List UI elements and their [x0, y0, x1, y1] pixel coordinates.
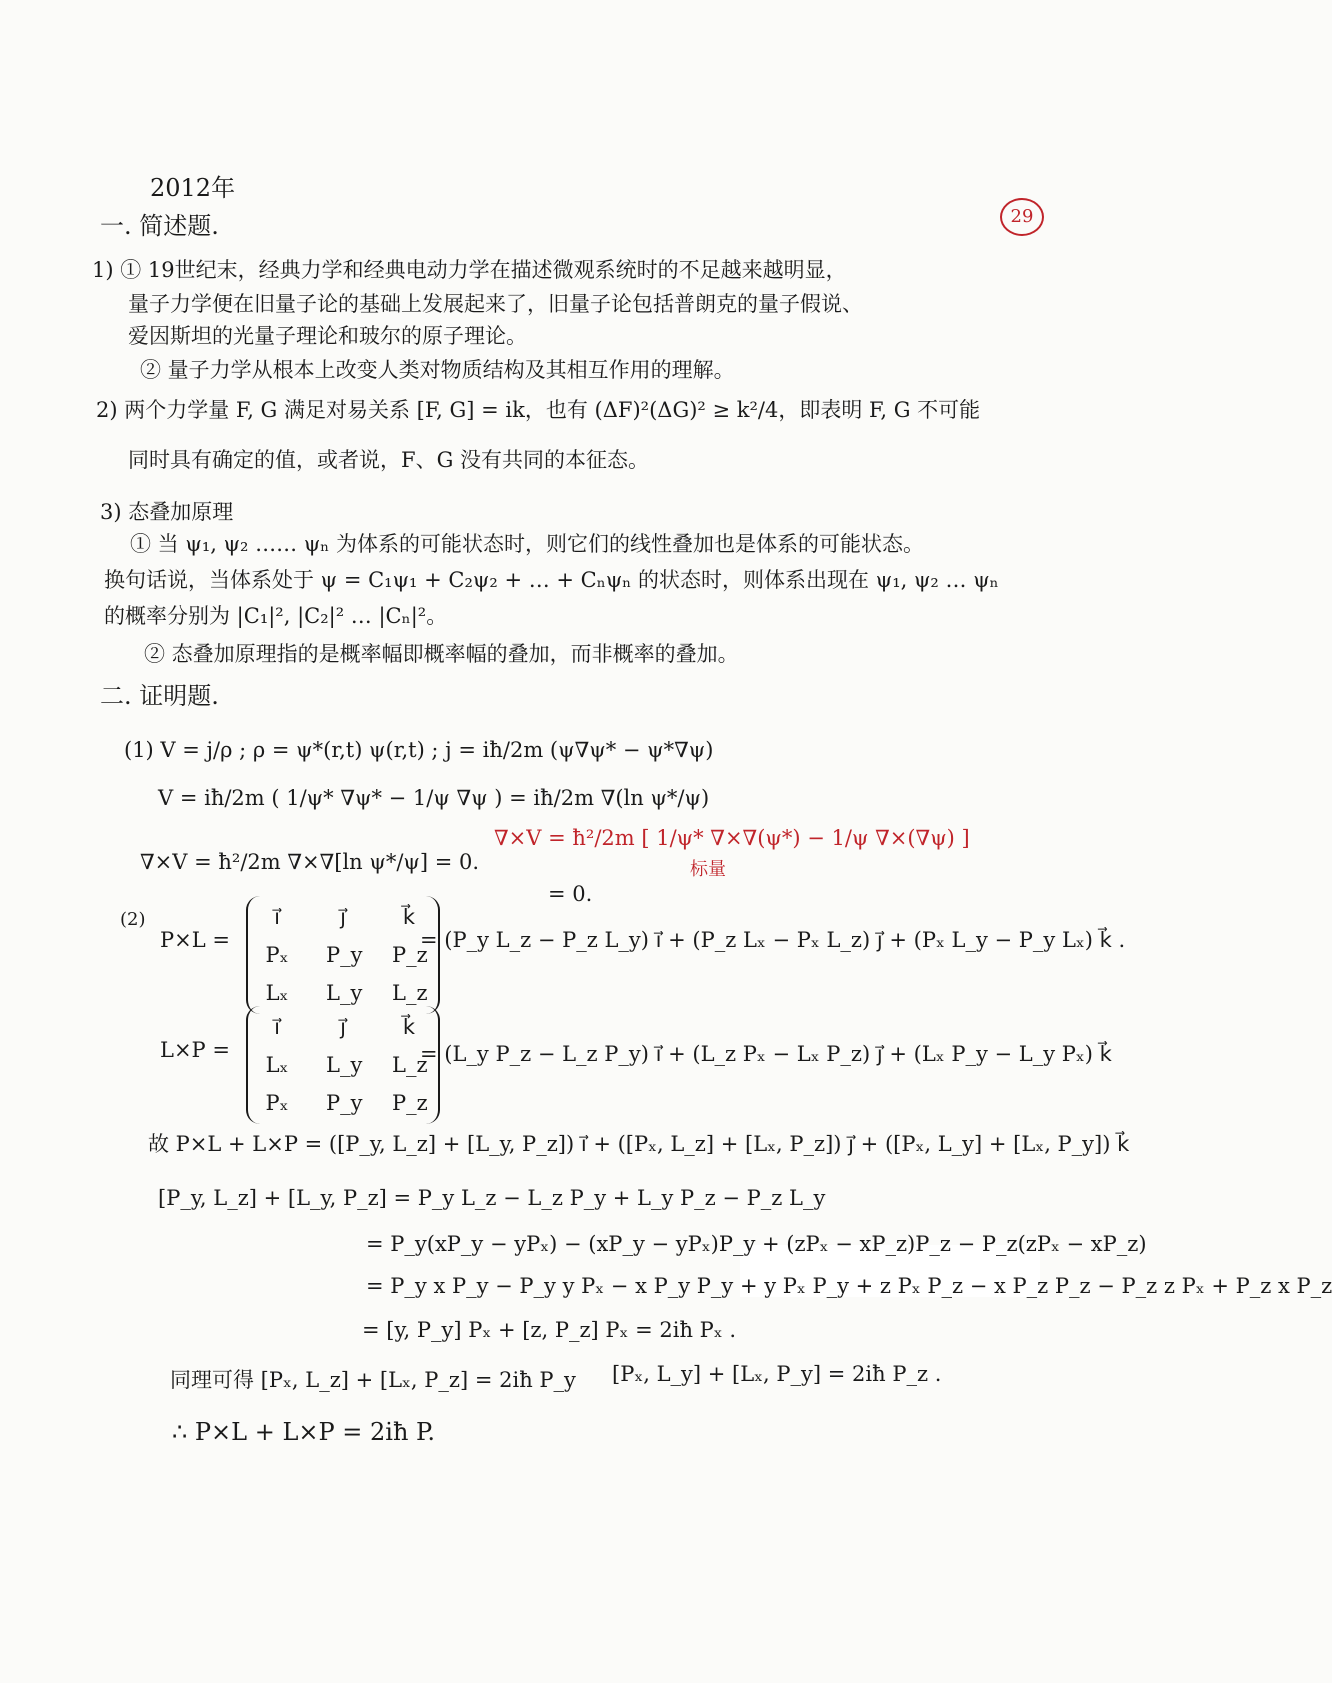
- matrix-cell: Pₓ: [265, 943, 289, 967]
- matrix-cell: P_z: [392, 943, 428, 967]
- matrix-cell: k⃗: [402, 1015, 416, 1039]
- proof1-line-2: V = iħ/2m ( 1/ψ* ∇ψ* − 1/ψ ∇ψ ) = iħ/2m ∇(ln ψ*/ψ): [158, 786, 710, 810]
- lxp-result: = (L_y P_z − L_z P_y) i⃗ + (L_z Pₓ − Lₓ P_z) j⃗ + (Lₓ P_y − L_y Pₓ) k⃗: [420, 1042, 1112, 1066]
- q2-line-1: 2) 两个力学量 F, G 满足对易关系 [F, G] = ik，也有 (ΔF)²(ΔG)² ≥ k²/4，即表明 F, G 不可能: [96, 398, 981, 422]
- proof1-red-note: ∇×V = ħ²/2m [ 1/ψ* ∇×∇(ψ*) − 1/ψ ∇×(∇ψ) ]: [494, 826, 970, 850]
- pxl-result: = (P_y L_z − P_z L_y) i⃗ + (P_z Lₓ − Pₓ L_z) j⃗ + (Pₓ L_y − P_y Lₓ) k⃗ .: [420, 928, 1126, 952]
- q1-line-2: 量子力学便在旧量子论的基础上发展起来了，旧量子论包括普朗克的量子假说、: [128, 292, 863, 316]
- year-heading: 2012年: [150, 174, 236, 202]
- proof2-label: (2): [120, 909, 146, 930]
- q3-line-4: ② 态叠加原理指的是概率幅即概率幅的叠加，而非概率的叠加。: [144, 642, 739, 666]
- matrix-cell: P_z: [392, 1091, 428, 1115]
- pxl-determinant: [246, 896, 440, 1014]
- matrix-cell: i⃗: [274, 1015, 280, 1039]
- proof1-line-1: (1) V = j/ρ ; ρ = ψ*(r,t) ψ(r,t) ; j = iħ/2m (ψ∇ψ* − ψ*∇ψ): [124, 738, 714, 762]
- step-2: = P_y x P_y − P_y y Pₓ − x P_y P_y + y Pₓ P_y + z Pₓ P_z − x P_z P_z − P_z z Pₓ + P_z x P_z: [366, 1274, 1332, 1298]
- step-3: = [y, P_y] Pₓ + [z, P_z] Pₓ = 2iħ Pₓ .: [362, 1318, 737, 1342]
- lxp-label: L×P =: [160, 1038, 230, 1062]
- pxl-row-p: [260, 936, 426, 974]
- matrix-cell: j⃗: [340, 1015, 346, 1039]
- sum-line: 故 P×L + L×P = ([P_y, L_z] + [L_y, P_z]) i⃗ + ([Pₓ, L_z] + [Lₓ, P_z]) j⃗ + ([Pₓ, L_y] + [Lₓ, P_y]) k⃗: [148, 1132, 1130, 1156]
- q3-title: 3) 态叠加原理: [100, 500, 234, 524]
- matrix-cell: P_y: [326, 1091, 363, 1115]
- matrix-cell: L_z: [392, 981, 428, 1005]
- section-1-title: 一. 简述题.: [100, 212, 219, 240]
- pxl-row-unit: [260, 898, 426, 936]
- q1-line-3: 爱因斯坦的光量子理论和玻尔的原子理论。: [128, 324, 527, 348]
- commutator-line: [P_y, L_z] + [L_y, P_z] = P_y L_z − L_z P_y + L_y P_z − P_z L_y: [158, 1186, 826, 1210]
- q3-line-2: 换句话说，当体系处于 ψ = C₁ψ₁ + C₂ψ₂ + … + Cₙψₙ 的状态时，则体系出现在 ψ₁, ψ₂ … ψₙ: [104, 568, 999, 592]
- lxp-row-p: [260, 1084, 426, 1122]
- step-1: = P_y(xP_y − yPₓ) − (xP_y − yPₓ)P_y + (zPₓ − xP_z)P_z − P_z(zPₓ − xP_z): [366, 1232, 1147, 1256]
- matrix-cell: Lₓ: [265, 1053, 289, 1077]
- pxl-label: P×L =: [160, 928, 230, 952]
- q3-line-1: ① 当 ψ₁, ψ₂ …… ψₙ 为体系的可能状态时，则它们的线性叠加也是体系的可能状态。: [130, 532, 925, 556]
- matrix-cell: L_y: [326, 1053, 363, 1077]
- proof1-red-scalar: 标量: [690, 859, 726, 880]
- page-number-badge: 29: [1000, 198, 1044, 236]
- matrix-cell: Pₓ: [265, 1091, 289, 1115]
- q1-line-4: ② 量子力学从根本上改变人类对物质结构及其相互作用的理解。: [140, 358, 735, 382]
- proof1-line-3: ∇×V = ħ²/2m ∇×∇[ln ψ*/ψ] = 0.: [140, 850, 480, 874]
- matrix-cell: k⃗: [402, 905, 416, 929]
- lxp-determinant: [246, 1006, 440, 1124]
- proof1-line-4: = 0.: [548, 882, 593, 906]
- q1-line-1: 1) ① 19世纪末，经典力学和经典电动力学在描述微观系统时的不足越来越明显，: [92, 258, 847, 282]
- matrix-cell: j⃗: [340, 905, 346, 929]
- similar-line-2: [Pₓ, L_y] + [Lₓ, P_y] = 2iħ P_z .: [612, 1362, 942, 1386]
- q2-line-2: 同时具有确定的值，或者说，F、G 没有共同的本征态。: [128, 448, 650, 472]
- similar-line-1: 同理可得 [Pₓ, L_z] + [Lₓ, P_z] = 2iħ P_y: [170, 1368, 576, 1392]
- matrix-cell: Lₓ: [265, 981, 289, 1005]
- matrix-cell: L_y: [326, 981, 363, 1005]
- section-2-title: 二. 证明题.: [100, 682, 219, 710]
- matrix-cell: i⃗: [274, 905, 280, 929]
- matrix-cell: P_y: [326, 943, 363, 967]
- lxp-row-unit: [260, 1008, 426, 1046]
- q3-line-3: 的概率分别为 |C₁|², |C₂|² … |Cₙ|²。: [104, 604, 448, 628]
- matrix-cell: L_z: [392, 1053, 428, 1077]
- conclusion: ∴ P×L + L×P = 2iħ P.: [172, 1418, 435, 1446]
- lxp-row-l: [260, 1046, 426, 1084]
